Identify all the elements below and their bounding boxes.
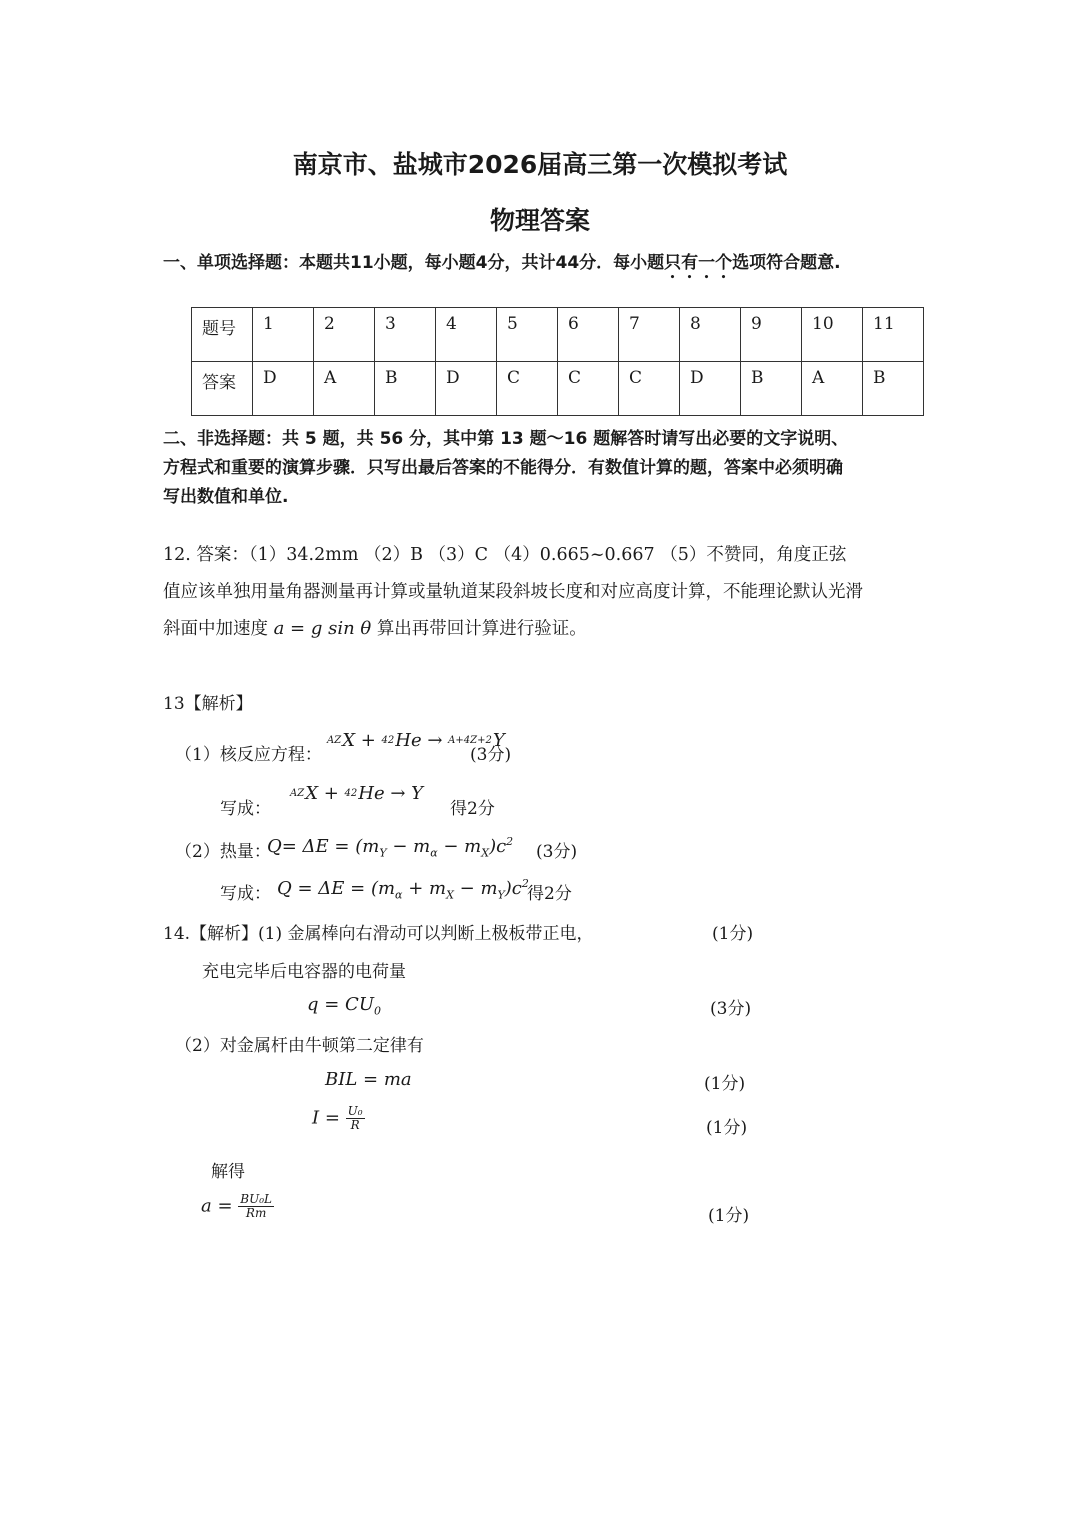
q13-reaction-alt: AZX + 42He → Y bbox=[290, 783, 424, 804]
table-cell: D bbox=[253, 362, 314, 416]
q14-line3: （2）对金属杆由牛顿第二定律有 bbox=[175, 1036, 424, 1056]
q13-p2-alt-score: 得2分 bbox=[527, 884, 572, 904]
table-cell: 4 bbox=[436, 308, 497, 362]
q13-p2-alt-label: 写成： bbox=[220, 884, 271, 904]
table-cell: 10 bbox=[802, 308, 863, 362]
table-cell: 6 bbox=[558, 308, 619, 362]
q14-eq4-fraction bbox=[238, 1193, 274, 1220]
page-title: 南京市、盐城市2026届高三第一次模拟考试 bbox=[292, 150, 788, 179]
q14-eq4-num: BU₀L bbox=[240, 1192, 272, 1206]
table-cell: C bbox=[497, 362, 558, 416]
q14-eq1-score: (3分) bbox=[710, 999, 752, 1019]
q13-heat-alt: $Q = \Delta E = (m_\alpha + m_X - m_Y)c^2$ bbox=[277, 877, 529, 902]
q14-eq1-main: q = CU bbox=[307, 994, 374, 1015]
q14-eq4 bbox=[201, 1193, 274, 1220]
q12-line2: 值应该单独用量角器测量再计算或量轨道某段斜坡长度和对应高度计算，不能理论默认光滑 bbox=[163, 582, 863, 602]
q13-p1-alt-score: 得2分 bbox=[450, 799, 495, 819]
table-cell: A bbox=[314, 362, 375, 416]
section2-line1: 二、非选择题：共 5 题，共 56 分，其中第 13 题～16 题解答时请写出必要的文字说明、 bbox=[163, 429, 849, 449]
q13-heading: 13【解析】 bbox=[163, 694, 253, 714]
q12-formula: a = g sin θ bbox=[273, 618, 372, 639]
table-cell: D bbox=[436, 362, 497, 416]
table-cell: D bbox=[680, 362, 741, 416]
q14-line4: 解得 bbox=[211, 1162, 245, 1182]
q14-eq3 bbox=[312, 1105, 365, 1132]
table-cell: 11 bbox=[863, 308, 924, 362]
q14-eq3-fraction bbox=[346, 1105, 365, 1132]
q13-p1-label: （1）核反应方程： bbox=[175, 745, 322, 765]
q14-line2: 充电完毕后电容器的电荷量 bbox=[202, 962, 406, 982]
q13-p2-score: (3分) bbox=[536, 842, 578, 862]
q14-eq3-lhs: I = bbox=[312, 1107, 340, 1129]
section2-line3: 写出数值和单位. bbox=[163, 487, 289, 507]
q14-eq1 bbox=[307, 994, 381, 1018]
q12-line3-pre: 斜面中加速度 bbox=[163, 619, 268, 639]
page-subtitle: 物理答案 bbox=[489, 206, 590, 235]
q14-line1: 14.【解析】(1) 金属棒向右滑动可以判断上极板带正电， bbox=[163, 924, 594, 944]
table-cell: 1 bbox=[253, 308, 314, 362]
q13-p1-alt-label: 写成： bbox=[220, 799, 271, 819]
q12-line3-post: 算出再带回计算进行验证。 bbox=[376, 619, 587, 639]
q13-heat-equation: $Q= \Delta E = (m_Y - m_\alpha - m_X)c^2$ bbox=[267, 835, 514, 860]
q13-reaction-equation: AZX + 42He → A+4Z+2Y bbox=[327, 730, 505, 751]
answer-table bbox=[191, 307, 924, 416]
q14-eq3-den: R bbox=[350, 1118, 360, 1132]
table-cell: B bbox=[375, 362, 436, 416]
q14-eq3-num: U₀ bbox=[347, 1104, 363, 1118]
table-cell: C bbox=[619, 362, 680, 416]
table-cell: A bbox=[802, 362, 863, 416]
table-cell: 5 bbox=[497, 308, 558, 362]
q12-line1: 12. 答案：（1）34.2mm （2）B （3）C （4）0.665~0.667 （5）不赞同，角度正弦 bbox=[163, 545, 847, 565]
table-row-answers bbox=[192, 362, 924, 416]
section1-heading-pre: 一、单项选择题：本题共11小题，每小题4分，共计44分．每小题 bbox=[163, 253, 665, 273]
row-label: 题号 bbox=[192, 308, 253, 362]
section2-line2: 方程式和重要的演算步骤．只写出最后答案的不能得分．有数值计算的题，答案中必须明确 bbox=[163, 458, 843, 478]
section1-heading bbox=[163, 248, 841, 283]
table-cell: 3 bbox=[375, 308, 436, 362]
table-cell: 7 bbox=[619, 308, 680, 362]
q14-eq2: BIL = ma bbox=[325, 1069, 412, 1090]
section1-heading-emph: 只有一个 bbox=[664, 253, 733, 273]
table-cell: B bbox=[863, 362, 924, 416]
table-row-numbers bbox=[192, 308, 924, 362]
q13-p1-score: (3分) bbox=[470, 745, 512, 765]
q14-line1-score: (1分) bbox=[712, 924, 754, 944]
section1-heading-post: 选项符合题意. bbox=[732, 253, 841, 273]
table-cell: 8 bbox=[680, 308, 741, 362]
row-label: 答案 bbox=[192, 362, 253, 416]
q14-eq2-score: (1分) bbox=[704, 1074, 746, 1094]
q14-eq4-den: Rm bbox=[245, 1206, 267, 1220]
q13-p2-label: （2）热量： bbox=[175, 842, 271, 862]
q14-eq1-sub: 0 bbox=[374, 1004, 381, 1018]
table-cell: 9 bbox=[741, 308, 802, 362]
q12-line3 bbox=[163, 615, 587, 640]
q14-eq3-score: (1分) bbox=[706, 1118, 748, 1138]
table-cell: C bbox=[558, 362, 619, 416]
table-cell: 2 bbox=[314, 308, 375, 362]
table-cell: B bbox=[741, 362, 802, 416]
q14-eq4-score: (1分) bbox=[708, 1206, 750, 1226]
q14-eq4-lhs: a = bbox=[201, 1195, 233, 1217]
